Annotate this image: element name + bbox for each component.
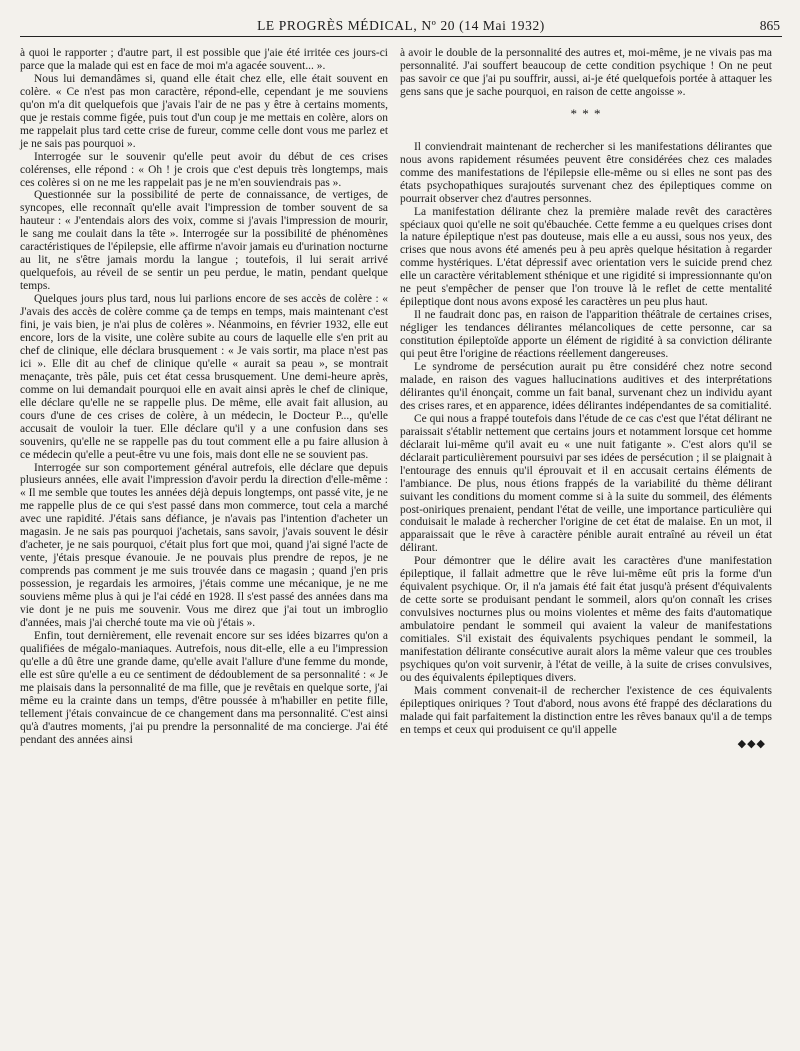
journal-title: LE PROGRÈS MÉDICAL, Nº 20 (14 Mai 1932) <box>257 18 545 33</box>
page-number: 865 <box>759 18 780 33</box>
running-header <box>20 10 782 37</box>
paragraph: Mais comment convenait-il de rechercher l'existence de ces équivalents épileptiques oniriques ? Tout d'abord, nous avons été frappé des déclarations du malade qui fait parfaitement la distinction entre les rêves banaux qu'il a de temps en temps et ceux qui produisent ce qu'il appelle <box>400 684 772 736</box>
paragraph: Interrogée sur le souvenir qu'elle peut avoir du début de ces crises colérenses, elle répond : « Oh ! je crois que c'est depuis très longtemps, mais ces colères si on ne me les rappelait pas je ne m'en souviendrais pas ». <box>20 150 388 189</box>
paragraph: Ce qui nous a frappé toutefois dans l'étude de ce cas c'est que l'état délirant ne paraissait s'établir nettement que certains jours et notamment lorsque cet homme déclarait lui-même qu'il avait eu « une nuit fatigante ». C'est alors qu'il se déclarait particulièrement poursuivi par ses idées de persécution ; il se plaignait à l'entourage des ennuis qu'il éprouvait et il en accusait certains éléments de l'ambiance. De plus, nous étions frappés de la variabilité du thème délirant suivant les conditions du moment comme si à la suite du sommeil, des éléments post-oniriques prenaient, pendant l'état de veille, une importance particulière qui conduisait le malade à rechercher l'origine de cet état de malaise. En un mot, il apparaissait que le rêve à caractère pénible aurait entraîné au réveil un état délirant. <box>400 412 772 555</box>
paragraph: Il conviendrait maintenant de rechercher si les manifestations délirantes que nous avons rapidement résumées peuvent être considérées chez ces malades comme des manifestations de l'épilepsie elle-même ou si elles ne sont pas des états psychopathiques surajoutés survenant chez des épileptiques comme on pourrait observer chez d'autres personnes. <box>400 140 772 205</box>
paragraph: Questionnée sur la possibilité de perte de connaissance, de vertiges, de syncopes, elle reconnaît qu'elle avait l'impression de tomber souvent de sa hauteur : « J'entendais alors des voix, comme si j'avais l'impression de mourir, le sang me coulait dans la tête ». Interrogée sur la possibilité de phénomènes caractéristiques de l'épilepsie, elle affirme n'avoir jamais eu d'urination nocturne au lit, ne s'être jamais mordu la langue ; toutefois, il lui serait arrivé quelquefois, au réveil de se sentir un peu perdue, le matin, pendant quelque temps. <box>20 189 388 293</box>
paragraph: Pour démontrer que le délire avait les caractères d'une manifestation épileptique, il fallait admettre que le rêve lui-même eût pris la forme d'un équivalent psychique. Or, il n'a jamais été fait état jusqu'à présent d'équivalents de cette sorte se produisant pendant le sommeil, alors qu'on connaît les crises convulsives nocturnes plus ou moins violentes et même des faits d'automatique ambulatoire pendant le sommeil qui avaient la valeur de manifestations comitiales. S'il existait des équivalents psychiques pendant le sommeil, la manifestation délirante consécutive aurait alors la même valeur que ces troubles psychiques qu'on voit survenir, à l'état de veille, à la suite de crises convulsives, ou des équivalents épileptiques divers. <box>400 555 772 684</box>
paragraph: Enfin, tout dernièrement, elle revenait encore sur ses idées bizarres qu'on a qualifiées de mégalo-maniaques. Autrefois, nous dit-elle, elle a eu l'impression qu'elle a dû être une grande dame, qu'elle avait l'allure d'une femme du monde, elle est sûre qu'elle a eu ce sentiment de dédoublement de sa personnalité : « Je me plaisais dans la personnalité de ma fille, que je revêtais en quelque sorte, j'ai même eu la crainte dans un temps, d'être poussée à m'habiller en petite fille, tellement j'étais convaincue de ce changement dans ma personnalité. C'est ainsi qu'à d'autres moments, j'ai pu prendre la personnalité de ma concierge. J'ai été pendant des années ainsi <box>20 629 388 746</box>
left-column <box>20 47 388 746</box>
paragraph: Quelques jours plus tard, nous lui parlions encore de ses accès de colère : « J'avais des accès de colère comme ça de temps en temps, mais maintenant c'est fini, je vais bien, je n'ai plus de colères ». Néanmoins, en février 1932, elle eut encore, lors de la visite, une colère subite au cours de laquelle elle s'en prit au chef de clinique, elle déclara brusquement : « Je vais sortir, ma place n'est pas ici ». Elle dit au chef de clinique qu'elle « aurait sa peau », se montrait menaçante, très pâle, puis cet état cessa brusquement. Une demi-heure après, comme on lui demandait pourquoi elle en avait ainsi après le chef de clinique, elle déclare qu'elle ne se rappelle plus. De même, elle avait fait allusion, au cours d'une de ces crises de colère, à un médecin, le Docteur P..., qu'elle accusait de vouloir la tuer. Elle déclare qu'il y a une confusion dans ses souvenirs, qu'elle ne se rappelle pas du tout comment elle a pu faire allusion à ce médecin qu'elle a peut-être vu une fois, mais dont elle ne se souvient pas. <box>20 293 388 461</box>
paragraph: à avoir le double de la personnalité des autres et, moi-même, je ne vivais pas ma personnalité. J'ai souffert beaucoup de cette condition psychique ! On ne peut pas savoir ce que j'ai pu souffrir, aussi, ai-je été quelquefois portée à attaquer les gens sans que je sache pourquoi, en raison de cette angoisse ». <box>400 47 772 98</box>
paragraph: La manifestation délirante chez la première malade revêt des caractères spéciaux quoi qu'elle ne soit qu'ébauchée. Cette femme a eu quelques crises dont la nature épileptique n'est pas douteuse, mais elle a eu aussi, sous nos yeux, des crises que nous avons été amenés peu à peu après quelque hésitation à regarder comme hystériques. L'état dépressif avec orientation vers le suicide prend chez elle un caractère véritablement sthénique et une rigidité si impressionnante qu'on ne peut s'empêcher de penser que l'on trouve là le reflet de cette mentalité épileptique dont nous avons exposé les caractères un peu plus haut. <box>400 205 772 309</box>
paragraph: Interrogée sur son comportement général autrefois, elle déclare que depuis plusieurs années, elle avait l'impression d'avoir perdu la direction d'elle-même : « Il me semble que toutes les années déjà depuis longtemps, ont passé vite, je ne me rappelle plus de ce qui s'est passé dans mon commerce, tout cela a marché avec une rapidité. J'étais sans défiance, je n'avais pas l'intention d'acheter un magasin. Je ne sais pas pourquoi j'achetais, sans savoir, j'avais souvent le désir d'acheter, je ne sais pourquoi, c'était plus fort que moi, quand j'ai signé l'acte de vente, j'étais presque évanouie. Je ne pouvais plus prendre de repos, je ne comprends pas comment je me suis trouvée dans ce magasin ; quand j'en pris possession, je regardais les armoires, j'étais comme une mécanique, je ne me souviens même plus à qui je l'ai cédé en 1928. Il s'est passé des années dans ma vie dont je ne puis me souvenir. Vous me direz que j'ai tout un imbroglio d'années, mais j'ai cherché toute ma vie où j'étais ». <box>20 461 388 629</box>
end-ornament: ◆◆◆ <box>737 737 766 750</box>
paragraph: Nous lui demandâmes si, quand elle était chez elle, elle était souvent en colère. « Ce n'est pas mon caractère, répond-elle, cependant je me souviens qu'on m'a dit quelquefois que j'avais l'air de ne pas y être à certains moments, que je restais comme figée, puis tout d'un coup je me mettais en colère, alors on me rappelait plus tard cette crise de fureur, comme celle dont vous me parlez et je ne sais pas pourquoi ». <box>20 72 388 150</box>
section-separator: * * * <box>570 105 602 121</box>
paragraph: Il ne faudrait donc pas, en raison de l'apparition théâtrale de certaines crises, négliger les tendances délirantes mélancoliques de cette personne, car sa constitution épileptoïde apporte un élément de rigidité à sa conviction délirante qui peut être l'origine de réactions réellement dangereuses. <box>400 309 772 361</box>
paragraph: à quoi le rapporter ; d'autre part, il est possible que j'aie été irritée ces jours-ci parce que la malade qui est en face de moi m'a agacée souvent... ». <box>20 47 388 72</box>
paragraph: Le syndrome de persécution aurait pu être considéré chez notre second malade, en raison des vagues hallucinations auditives et des interprétations délirantes qu'il énonçait, comme un fait banal, survenant chez un individu ayant des crises rares, et en apparence, idées délirantes indépendantes de sa comitialité. <box>400 361 772 412</box>
right-column <box>400 47 772 751</box>
